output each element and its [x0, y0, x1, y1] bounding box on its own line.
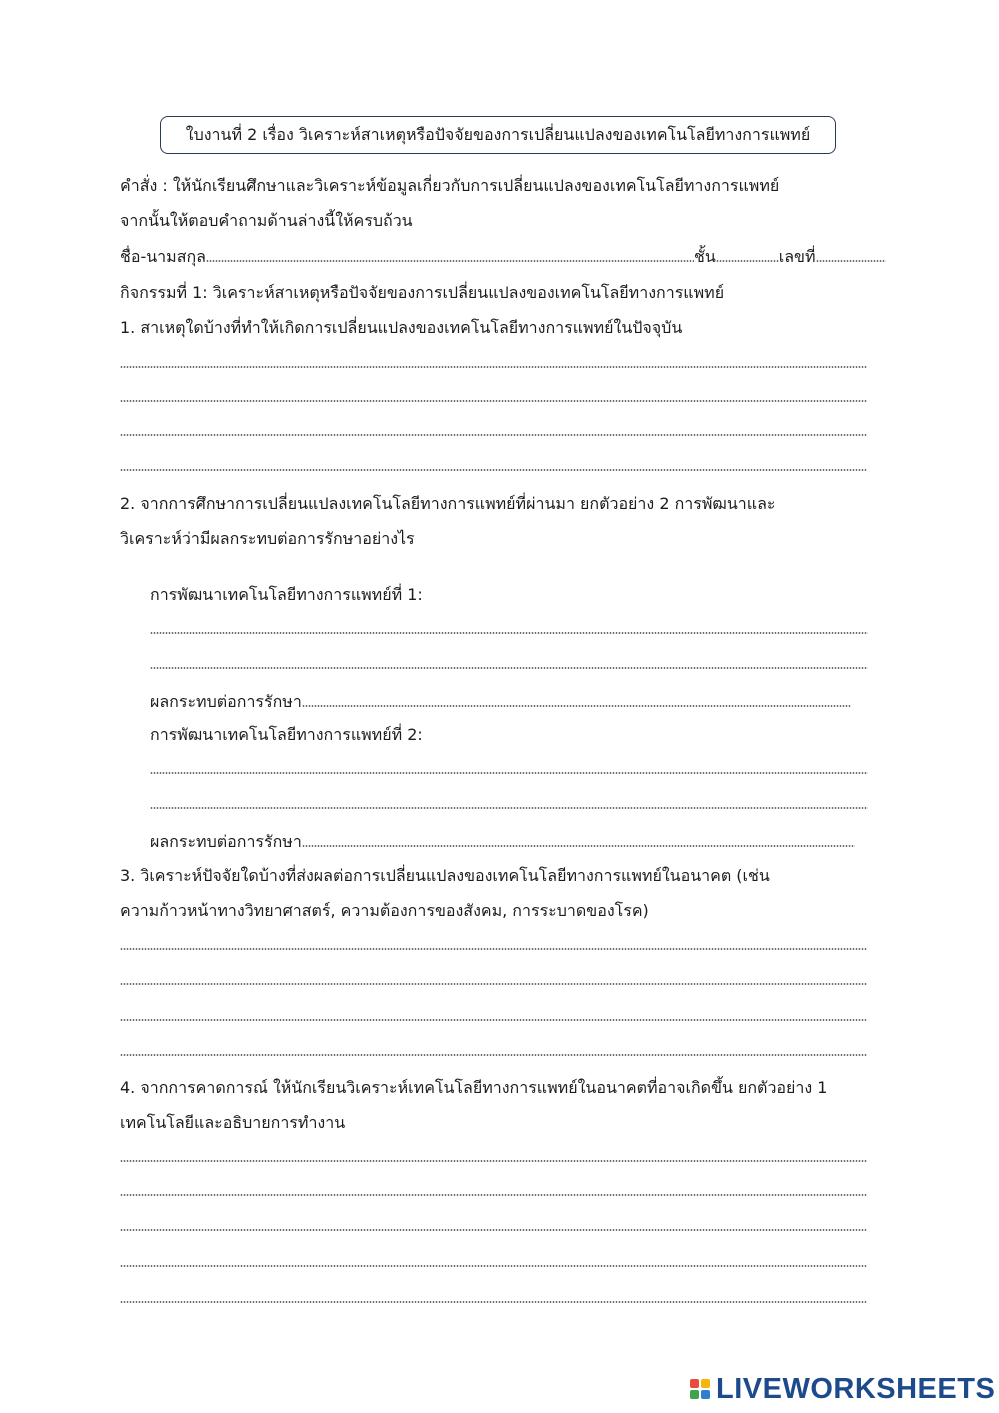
q3-answer-line[interactable]: [120, 1019, 867, 1021]
development-1-answer-line[interactable]: [150, 667, 868, 669]
q1-answer-line[interactable]: [120, 434, 867, 436]
development-2-answer-line[interactable]: [150, 772, 868, 774]
q4-answer-line[interactable]: [120, 1194, 867, 1196]
instruction-line-1: คำสั่ง : ให้นักเรียนศึกษาและวิเคราะห์ข้อมูลเกี่ยวกับการเปลี่ยนแปลงของเทคโนโลยีทางการแพทย์: [120, 176, 780, 195]
question-4-line-1: 4. จากการคาดการณ์ ให้นักเรียนวิเคราะห์เทคโนโลยีทางการแพทย์ในอนาคตที่อาจเกิดขึ้น ยกตัวอย่าง 1: [120, 1078, 828, 1097]
question-2-line-1: 2. จากการศึกษาการเปลี่ยนแปลงเทคโนโลยีทางการแพทย์ที่ผ่านมา ยกตัวอย่าง 2 การพัฒนาและ: [120, 494, 776, 513]
q3-answer-line[interactable]: [120, 948, 867, 950]
development-1-answer-line[interactable]: [150, 632, 868, 634]
number-label: เลขที่: [778, 247, 816, 266]
impact-1-field[interactable]: [302, 705, 851, 707]
impact-2-label: ผลกระทบต่อการรักษา: [150, 832, 302, 851]
q1-answer-line[interactable]: [120, 366, 867, 368]
impact-2-field[interactable]: [302, 845, 855, 847]
development-1-label: การพัฒนาเทคโนโลยีทางการแพทย์ที่ 1:: [150, 585, 423, 604]
development-2-answer-line[interactable]: [150, 807, 868, 809]
q1-answer-line[interactable]: [120, 469, 867, 471]
logo-text: LIVEWORKSHEETS: [716, 1372, 996, 1405]
number-field[interactable]: [816, 260, 886, 262]
q4-answer-line[interactable]: [120, 1229, 867, 1231]
impact-1-line: [150, 691, 851, 713]
impact-2-line: [150, 831, 855, 853]
question-4-line-2: เทคโนโลยีและอธิบายการทำงาน: [120, 1113, 346, 1132]
q4-answer-line[interactable]: [120, 1160, 867, 1162]
class-field[interactable]: [716, 260, 779, 262]
worksheet-title: ใบงานที่ 2 เรื่อง วิเคราะห์สาเหตุหรือปัจจัยของการเปลี่ยนแปลงของเทคโนโลยีทางการแพทย์: [160, 116, 836, 154]
liveworksheets-logo-icon: [690, 1379, 710, 1399]
development-2-label: การพัฒนาเทคโนโลยีทางการแพทย์ที่ 2:: [150, 725, 423, 744]
class-label: ชั้น: [693, 247, 716, 266]
student-info-line: [120, 246, 886, 268]
q1-answer-line[interactable]: [120, 400, 867, 402]
q4-answer-line[interactable]: [120, 1265, 867, 1267]
impact-1-label: ผลกระทบต่อการรักษา: [150, 692, 302, 711]
instruction-line-2: จากนั้นให้ตอบคำถามด้านล่างนี้ให้ครบถ้วน: [120, 211, 413, 230]
question-2-line-2: วิเคราะห์ว่ามีผลกระทบต่อการรักษาอย่างไร: [120, 529, 415, 548]
question-3-line-2: ความก้าวหน้าทางวิทยาศาสตร์, ความต้องการของสังคม, การระบาดของโรค): [120, 901, 649, 920]
activity-heading: กิจกรรมที่ 1: วิเคราะห์สาเหตุหรือปัจจัยของการเปลี่ยนแปลงของเทคโนโลยีทางการแพทย์: [120, 283, 725, 302]
question-3-line-1: 3. วิเคราะห์ปัจจัยใดบ้างที่ส่งผลต่อการเปลี่ยนแปลงของเทคโนโลยีทางการแพทย์ในอนาคต (เช่น: [120, 866, 770, 885]
q3-answer-line[interactable]: [120, 1054, 867, 1056]
q3-answer-line[interactable]: [120, 983, 867, 985]
question-1: 1. สาเหตุใดบ้างที่ทำให้เกิดการเปลี่ยนแปลงของเทคโนโลยีทางการแพทย์ในปัจจุบัน: [120, 318, 683, 337]
name-label: ชื่อ-นามสกุล: [120, 247, 206, 266]
q4-answer-line[interactable]: [120, 1301, 867, 1303]
liveworksheets-logo[interactable]: [690, 1374, 995, 1404]
name-field[interactable]: [206, 260, 694, 262]
